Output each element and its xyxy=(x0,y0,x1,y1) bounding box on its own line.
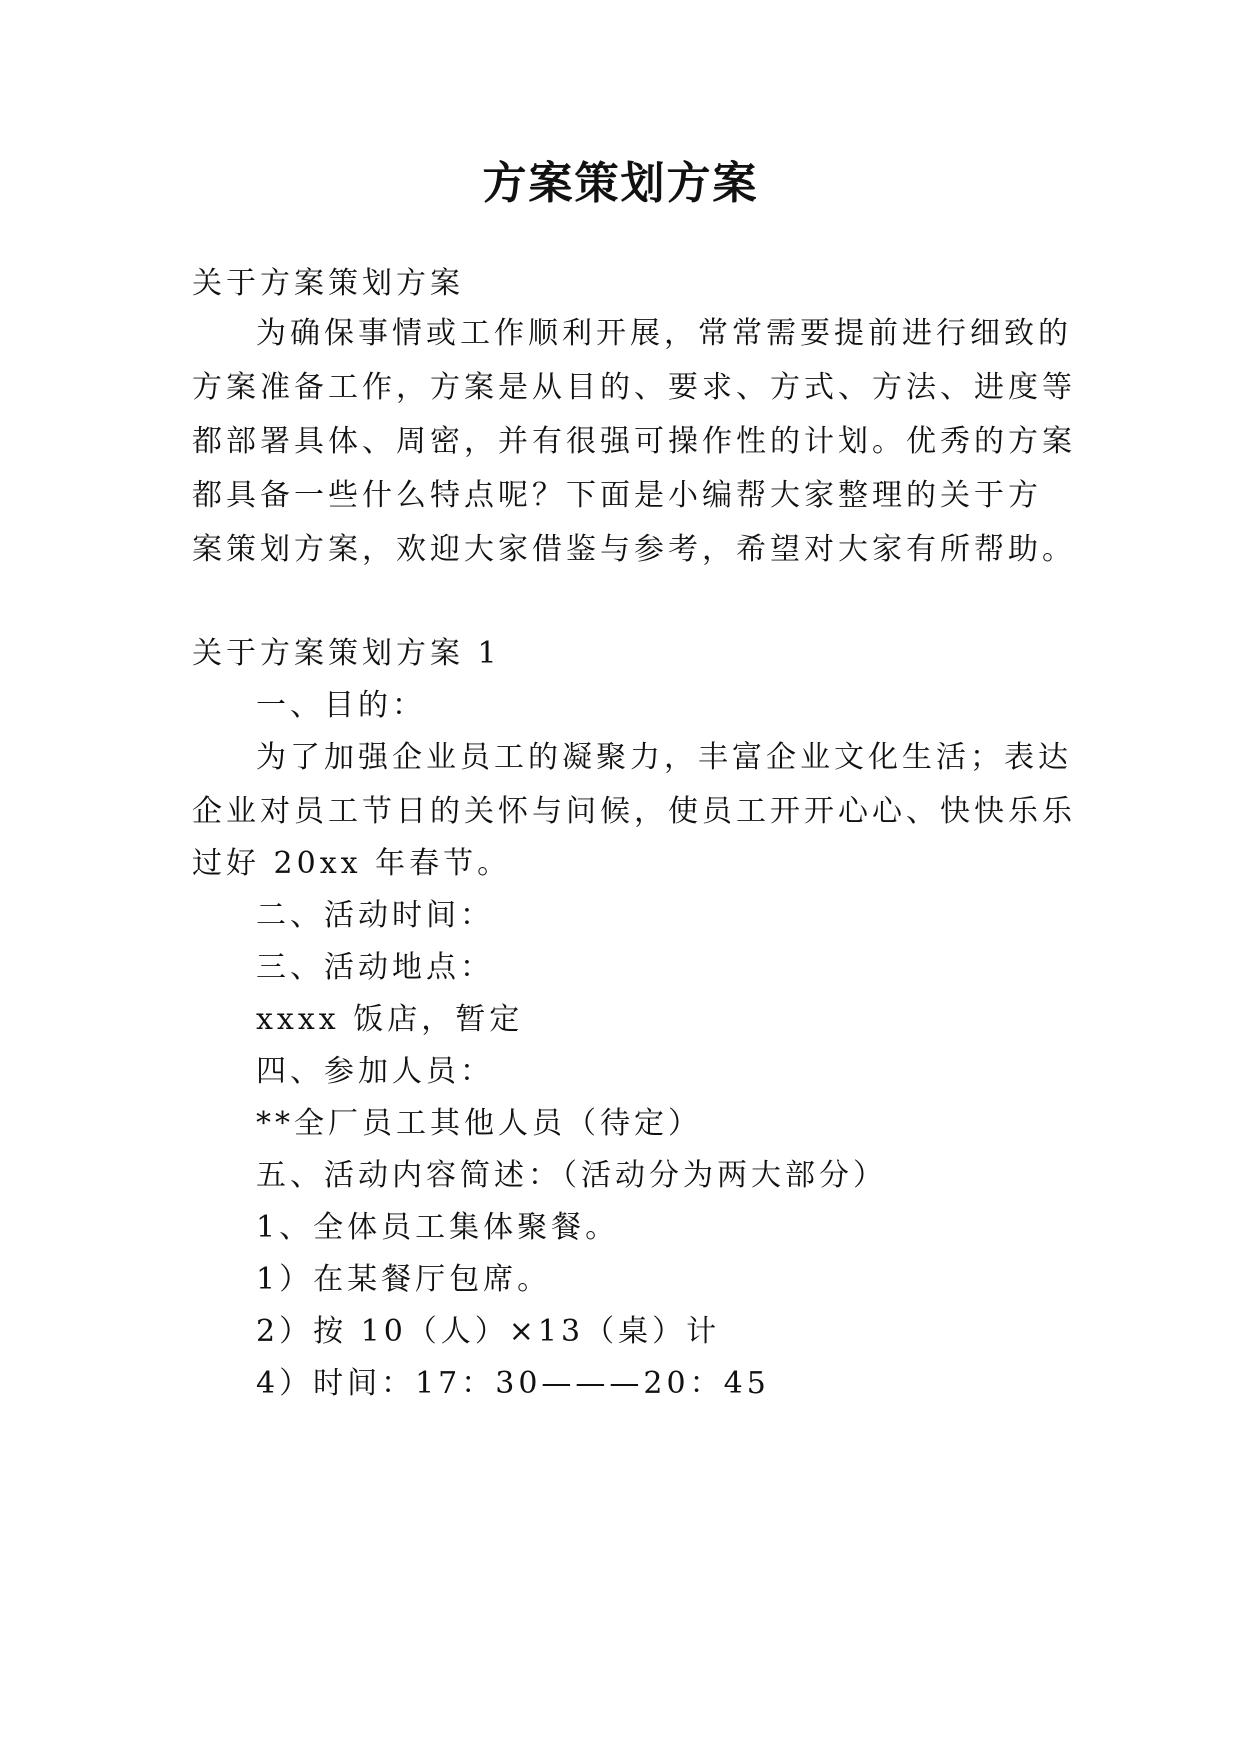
location-value: xxxx 饭店，暂定 xyxy=(256,1002,524,1037)
participants-value: **全厂员工其他人员（待定） xyxy=(256,1106,702,1141)
intro-line-2: 方案准备工作，方案是从目的、要求、方式、方法、进度等 xyxy=(192,370,1076,405)
purpose-line-3: 过好 20xx 年春节。 xyxy=(192,846,512,881)
location-heading: 三、活动地点： xyxy=(256,950,494,985)
section-heading: 关于方案策划方案 xyxy=(192,266,464,301)
purpose-heading: 一、目的： xyxy=(256,688,426,723)
document-title: 方案策划方案 xyxy=(482,158,759,209)
part1-heading: 关于方案策划方案 1 xyxy=(192,636,501,671)
item-1-2: 2）按 10（人）×13（桌）计 xyxy=(256,1314,721,1349)
time-heading: 二、活动时间： xyxy=(256,898,494,933)
intro-line-5: 案策划方案，欢迎大家借鉴与参考，希望对大家有所帮助。 xyxy=(192,532,1076,567)
intro-line-3: 都部署具体、周密，并有很强可操作性的计划。优秀的方案 xyxy=(192,424,1076,459)
item-1: 1、全体员工集体聚餐。 xyxy=(256,1210,620,1245)
intro-line-1: 为确保事情或工作顺利开展，常常需要提前进行细致的 xyxy=(256,316,1072,351)
item-1-4: 4）时间：17：30———20：45 xyxy=(256,1366,770,1401)
participants-heading: 四、参加人员： xyxy=(256,1054,494,1089)
purpose-line-2: 企业对员工节日的关怀与问候，使员工开开心心、快快乐乐 xyxy=(192,794,1076,829)
purpose-line-1: 为了加强企业员工的凝聚力，丰富企业文化生活；表达 xyxy=(256,740,1072,775)
content-heading: 五、活动内容简述：（活动分为两大部分） xyxy=(256,1158,887,1193)
item-1-1: 1）在某餐厅包席。 xyxy=(256,1262,552,1297)
intro-line-4: 都具备一些什么特点呢？下面是小编帮大家整理的关于方 xyxy=(192,478,1042,513)
